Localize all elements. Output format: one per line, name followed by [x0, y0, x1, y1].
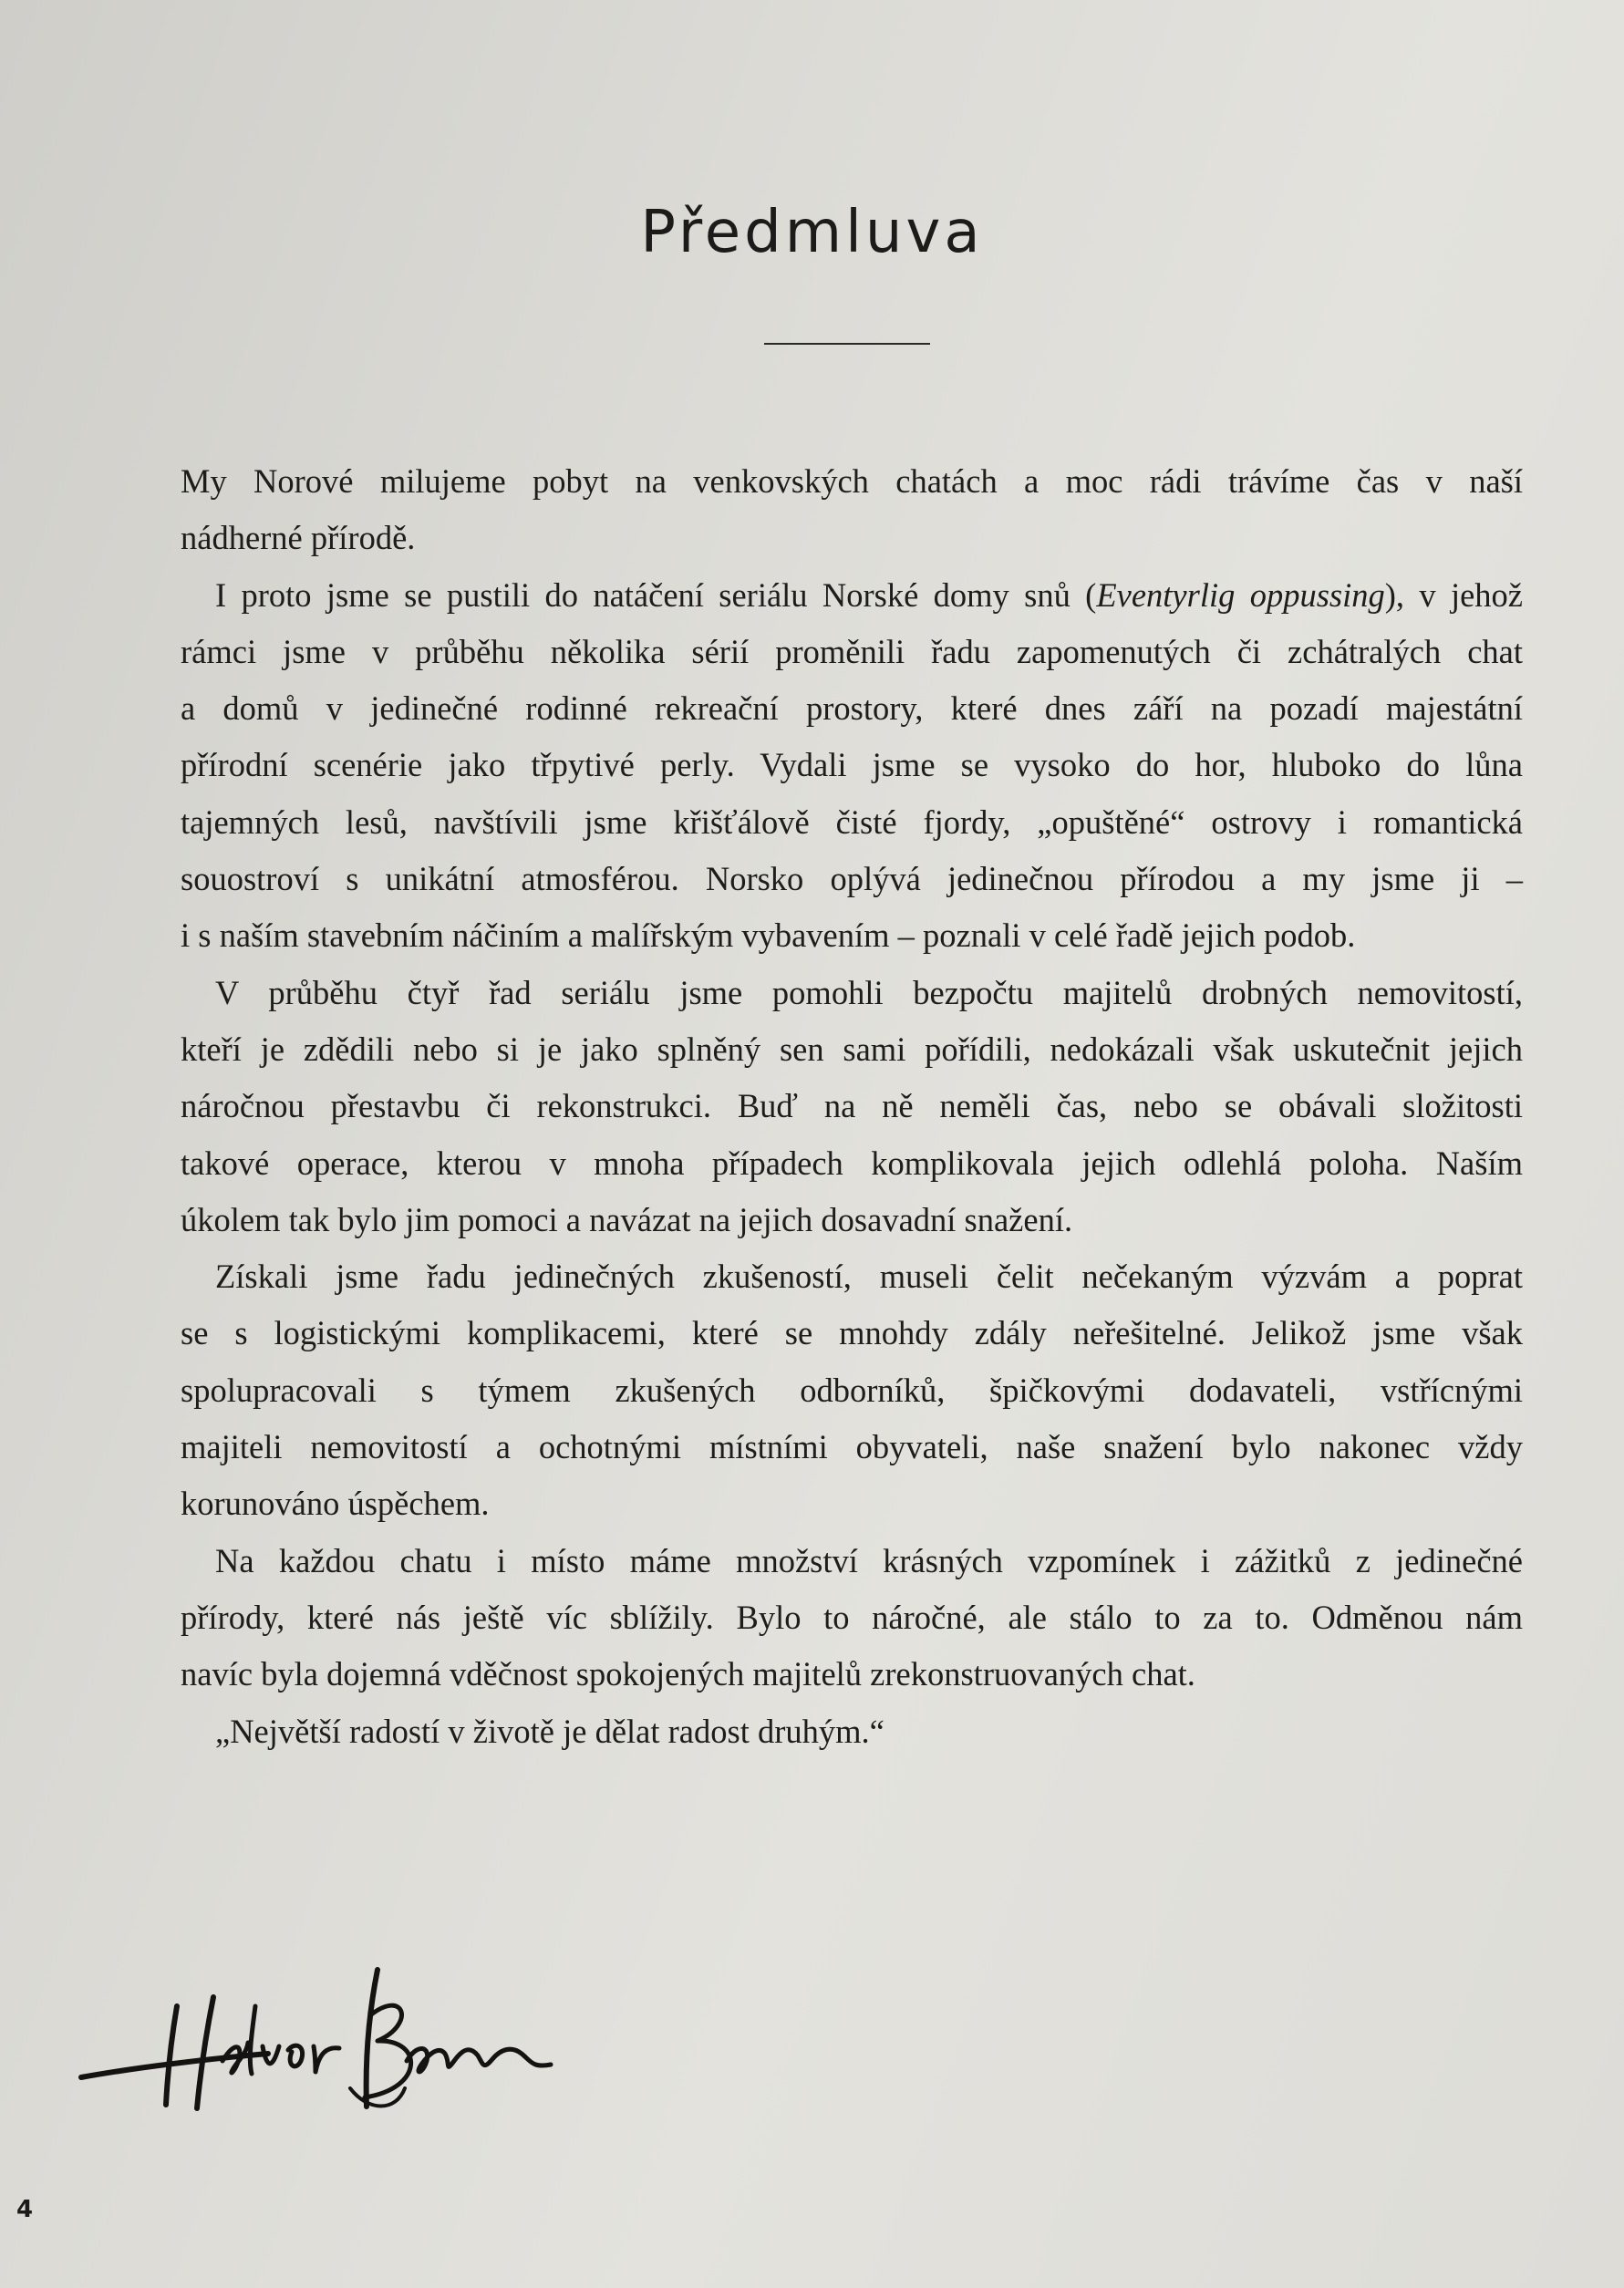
text-line: takové operace, kterou v mnoha případech komplikovala jejich odlehlá poloha. Naším	[181, 1144, 1523, 1182]
title-divider	[764, 343, 930, 345]
text-line: přírody, které nás ještě víc sblížily. Bylo to náročné, ale stálo to za to. Odměnou nám	[181, 1598, 1523, 1636]
text-line: přírodní scenérie jako třpytivé perly. Vydali jsme se vysoko do hor, hluboko do lůna	[181, 746, 1523, 784]
text-line: kteří je zdědili nebo si je jako splněný sen sami pořídili, nedokázali však uskutečnit jejich	[181, 1030, 1523, 1068]
text-line: tajemných lesů, navštívili jsme křišťálově čisté fjordy, „opuštěné“ ostrovy i romantická	[181, 802, 1523, 841]
preface-body	[181, 453, 1523, 1760]
text-line: se s logistickými komplikacemi, které se mnohdy zdály neřešitelné. Jelikož jsme však	[181, 1314, 1523, 1352]
text-line: souostroví s unikátní atmosférou. Norsko oplývá jedinečnou přírodou a my jsme ji –	[181, 860, 1523, 898]
text-line: V průběhu čtyř řad seriálu jsme pomohli bezpočtu majitelů drobných nemovitostí,	[215, 973, 1523, 1011]
text-line: My Norové milujeme pobyt na venkovských chatách a moc rádi trávíme čas v naší	[181, 462, 1523, 500]
text-line: a domů v jedinečné rodinné rekreační prostory, které dnes září na pozadí majestátní	[181, 689, 1523, 728]
text-line-part: I proto jsme se pustili do natáčení seriálu Norské domy snů (Eventyrlig oppussing), v jehož	[215, 575, 1523, 614]
text-line: Získali jsme řadu jedinečných zkušeností, museli čelit nečekaným výzvám a poprat	[215, 1258, 1523, 1296]
text-line	[181, 567, 1523, 624]
text-line: „Největší radostí v životě je dělat radost druhým.“	[215, 1712, 884, 1750]
text-line: korunováno úspěchem.	[181, 1485, 490, 1523]
text-line: spolupracovali s týmem zkušených odborníků, špičkovými dodavateli, vstřícnými	[181, 1371, 1523, 1409]
series-original-title: Eventyrlig oppussing	[1096, 575, 1385, 614]
handwritten-signature	[77, 1952, 624, 2125]
text-line: i s naším stavebním náčiním a malířským vybavením – poznali v celé řadě jejich podob.	[181, 916, 1356, 955]
text-line: úkolem tak bylo jim pomoci a navázat na jejich dosavadní snažení.	[181, 1200, 1073, 1238]
text-line: majiteli nemovitostí a ochotnými místními obyvateli, naše snažení bylo nakonec vždy	[181, 1428, 1523, 1466]
text-line: Na každou chatu i místo máme množství krásných vzpomínek i zážitků z jedinečné	[215, 1541, 1523, 1579]
page-title: Předmluva	[640, 199, 984, 266]
page-number: 4	[16, 2196, 34, 2223]
text-line: nádherné přírodě.	[181, 519, 416, 557]
text-line: navíc byla dojemná vděčnost spokojených majitelů zrekonstruovaných chat.	[181, 1655, 1195, 1693]
text-line: náročnou přestavbu či rekonstrukci. Buď na ně neměli čas, nebo se obávali složitosti	[181, 1087, 1523, 1125]
text-line: rámci jsme v průběhu několika sérií proměnili řadu zapomenutých či zchátralých chat	[181, 632, 1523, 670]
